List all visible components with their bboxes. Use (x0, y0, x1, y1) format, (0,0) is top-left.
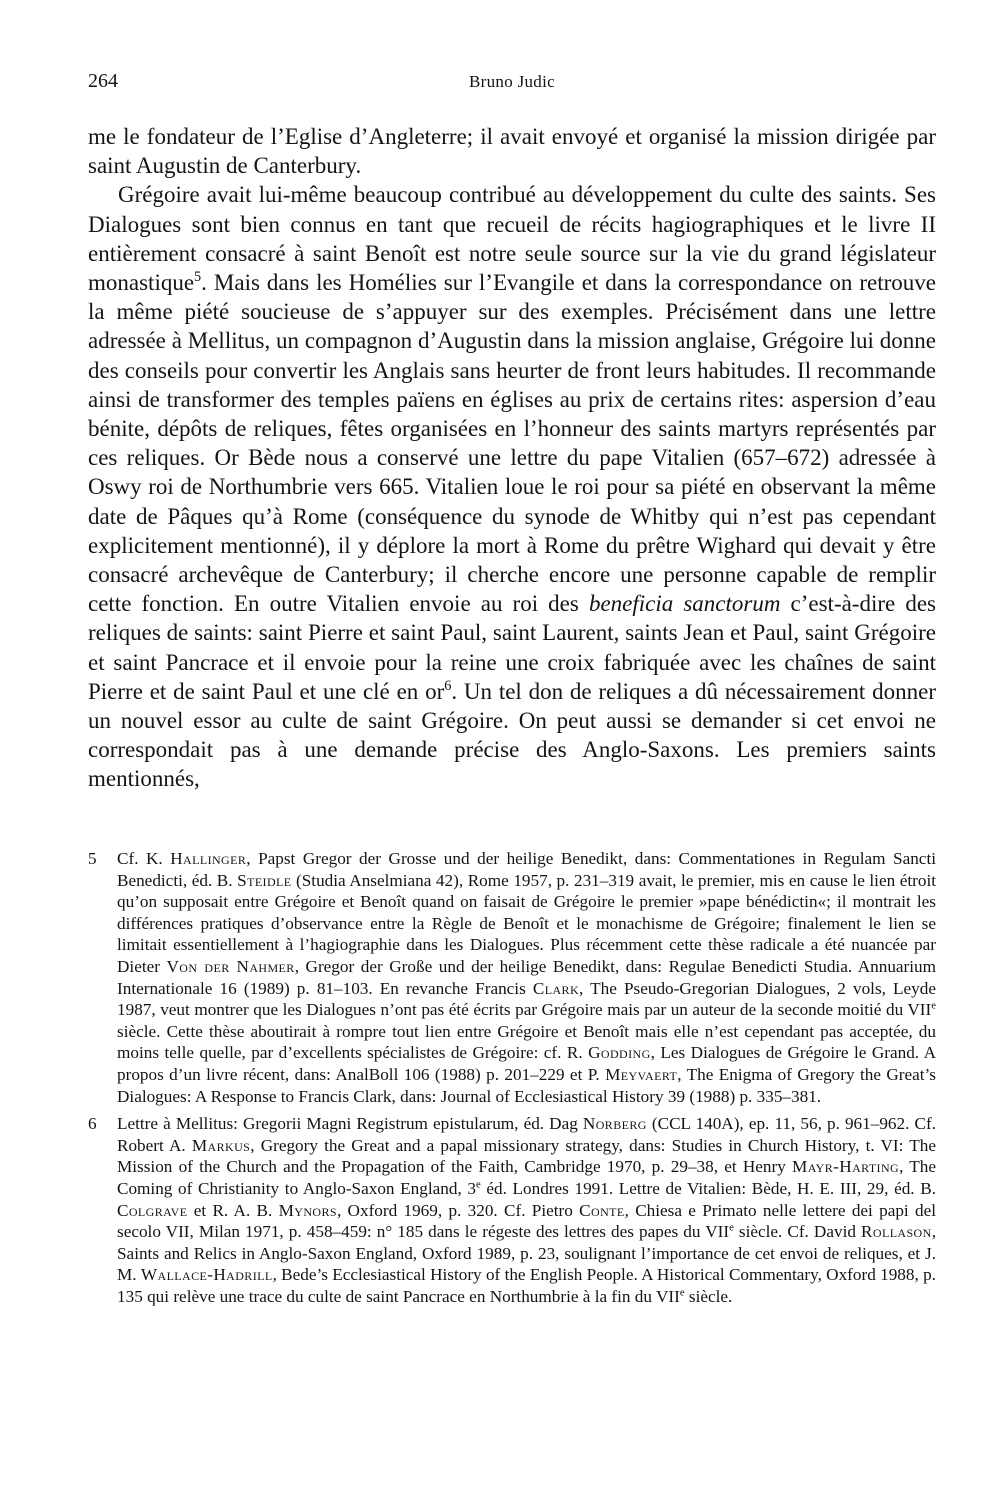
footnote-number: 5 (88, 849, 97, 868)
paragraph-2-text-b: . Mais dans les Homélies sur l’Evangile et dans la correspondance on retrouve la même piété soucieuse de s’appuyer sur des exemples. Précisément dans une lettre adressée à Mellitus, un compagnon d’Augustin dans la mission anglaise, Grégoire lui donne des conseils pour convertir les Anglais sans heurter de front leurs habitudes. Il recommande ainsi de transformer des temples païens en églises au prix de certains rites: aspersion d’eau bénite, dépôts de reliques, fêtes organisées en l’honneur des saints martyrs représentés par ces reliques. Or Bède nous a conservé une lettre du pape Vitalien (657–672) adressée à Oswy roi de Northumbrie vers 665. Vitalien loue le roi pour sa piété en observant la même date de Pâques qu’à Rome (conséquence du synode de Whitby qui n’est pas cependant explicitement mentionné), il y déplore la mort à Rome du prêtre Wighard qui devait y être consacré archevêque de Canterbury; il cherche encore une personne capable de remplir cette fonction. En outre Vitalien envoie au roi des (88, 270, 936, 617)
footnote-text: Lettre à Mellitus: Gregorii Magni Registrum epistularum, éd. Dag (117, 1114, 583, 1134)
footnote-text: éd. Londres 1991. Lettre de Vitalien: Bède, H. E. III, 29, éd. B. (480, 1178, 936, 1198)
paragraph-2-text-a: Grégoire avait lui-même beaucoup contribué au développement du culte des saints. Ses Dialogues sont bien connus en tant que recueil de récits hagiographiques et le livre II entièrement consacré à saint Benoît est notre seule source sur la vie du grand législateur monastique (88, 182, 936, 296)
footnote-text: (CCL 140A), ep. 11, 56, p. 961–962. Cf. Robert A. (117, 1114, 936, 1155)
footnote-text: , Oxford 1969, p. 320. Cf. Pietro (336, 1200, 580, 1220)
footnote-text: , Papst Gregor der Grosse und der heilige Benedikt, dans: Commentationes in Regulam Sancti Benedicti, éd. B. (117, 849, 936, 890)
footnote-text: siècle. Cf. David (733, 1222, 862, 1242)
footnote-text: , The Pseudo-Gregorian Dialogues, 2 vols, Leyde 1987, veut montrer que les Dialogues n’ont pas été écrits par Grégoire mais par un auteur de la seconde moitié du VII (117, 978, 936, 1020)
author-name: Meyvaert (605, 1064, 678, 1084)
superscript: e (679, 1287, 685, 1299)
author-name: Godding (588, 1043, 651, 1063)
footnote-text: , Bede’s Ecclesiastical History of the English People. A Historical Commentary, Oxford 1988, p. 135 qui relève une trace du culte de saint Pancrace en Northumbrie à la fin du VII (117, 1265, 936, 1306)
footnote-text: Cf. K. (117, 849, 171, 868)
page-number: 264 (88, 70, 118, 92)
footnote-text: , Gregory the Great and a papal missionary strategy, dans: Studies in Church History, t. VI: The Mission of the Church and the Propagation of the Faith, Cambridge 1970, p. 29–38, et Henry (117, 1135, 936, 1177)
footnote-6 (88, 1113, 936, 1307)
footnote-text: , Saints and Relics in Anglo-Saxon England, Oxford 1989, p. 23, soulignant l’importance de cet envoi de reliques, et J. M. (117, 1222, 936, 1285)
footnote-text: (Studia Anselmiana 42), Rome 1957, p. 231–319 avait, le premier, mis en cause le lien étroit qu’on supposait entre Grégoire et Benoît quand on faisait de Grégoire le premier »pape bénédictin«; il montrait les différences pratiques d’observance entre la Règle de Benoît et le monachisme de Grégoire; finalement le lien se limitait essentiellement à l’hagiographie dans les Dialogues. Plus récemment cette thèse radicale a été nuancée par Dieter (117, 870, 936, 976)
author-name: Mayr-Harting (792, 1157, 900, 1177)
running-head-author: Bruno Judic (469, 72, 555, 91)
footnote-ref-6: 6 (444, 678, 452, 695)
author-name: Norberg (582, 1114, 647, 1134)
footnote-text: , The Coming of Christianity to Anglo-Saxon England, 3 (117, 1157, 936, 1198)
page-header (88, 70, 936, 100)
footnote-ref-5: 5 (194, 269, 202, 286)
footnote-text: siècle. Cette thèse aboutirait à rompre tout lien entre Grégoire et Benoît mais elle n’est cependant pas acceptée, du moins telle quelle, par d’excellents spécialistes de Grégoire: cf. R. (117, 1021, 936, 1063)
footnote-text: et R. A. B. (187, 1200, 279, 1220)
author-name: Conte (579, 1200, 625, 1220)
footnote-5 (88, 848, 936, 1107)
footnote-number: 6 (88, 1114, 97, 1134)
paragraph-2 (88, 180, 936, 793)
footnote-text: siècle. (684, 1286, 733, 1306)
footnote-text: , The Enigma of Gregory the Great’s Dialogues: A Response to Francis Clark, dans: Journal of Ecclesiastical History 39 (1988) p. 335–381. (117, 1064, 936, 1106)
author-name: Rollason (861, 1222, 932, 1242)
paragraph-2-text-d: . Un tel don de reliques a dû nécessairement donner un nouvel essor au culte de saint Grégoire. On peut aussi se demander si cet envoi ne correspondait pas à une demande précise des Anglo-Saxons. Les premiers saints mentionnés, (88, 678, 936, 792)
footnote-text: , Les Dialogues de Grégoire le Grand. A propos d’un livre récent, dans: AnalBoll 106 (1988) p. 201–229 et P. (117, 1043, 936, 1084)
author-name: Steidle (237, 870, 292, 890)
italic-term: beneficia sanctorum (588, 591, 781, 617)
footnote-text: , Chiesa e Primato nelle lettere dei papi del secolo VII, Milan 1971, p. 458–459: n° 185 dans le régeste des lettres des papes du VII (117, 1200, 936, 1242)
superscript: e (475, 1179, 481, 1191)
author-name: Clark (532, 978, 580, 998)
footnote-text: , Gregor der Große und der heilige Benedikt, dans: Regulae Benedicti Studia. Annuarium Internationale 16 (1989) p. 81–103. En revanche Francis (117, 956, 937, 998)
paragraph-2-text-c: c’est-à-dire des reliques de saints: saint Pierre et saint Paul, saint Laurent, saints Jean et Paul, saint Grégoire et saint Pancrace et il envoie pour la reine une croix fabriquée avec les chaînes de saint Pierre et de saint Paul et une clé en or (88, 591, 936, 704)
superscript: e (931, 1000, 936, 1012)
author-name: Wallace-Hadrill (140, 1265, 273, 1285)
paragraph-1: me le fondateur de l’Eglise d’Angleterre; il avait envoyé et organisé la mission dirigée par saint Augustin de Canterbury. (88, 124, 936, 179)
author-name: Hallinger (170, 849, 247, 868)
author-name: Markus (191, 1135, 251, 1155)
main-text (88, 122, 936, 794)
footnotes (88, 848, 936, 1313)
author-name: Colgrave (117, 1200, 188, 1220)
superscript: e (729, 1222, 734, 1234)
author-name: Mynors (278, 1200, 337, 1220)
author-name: Von der Nahmer (166, 956, 295, 976)
